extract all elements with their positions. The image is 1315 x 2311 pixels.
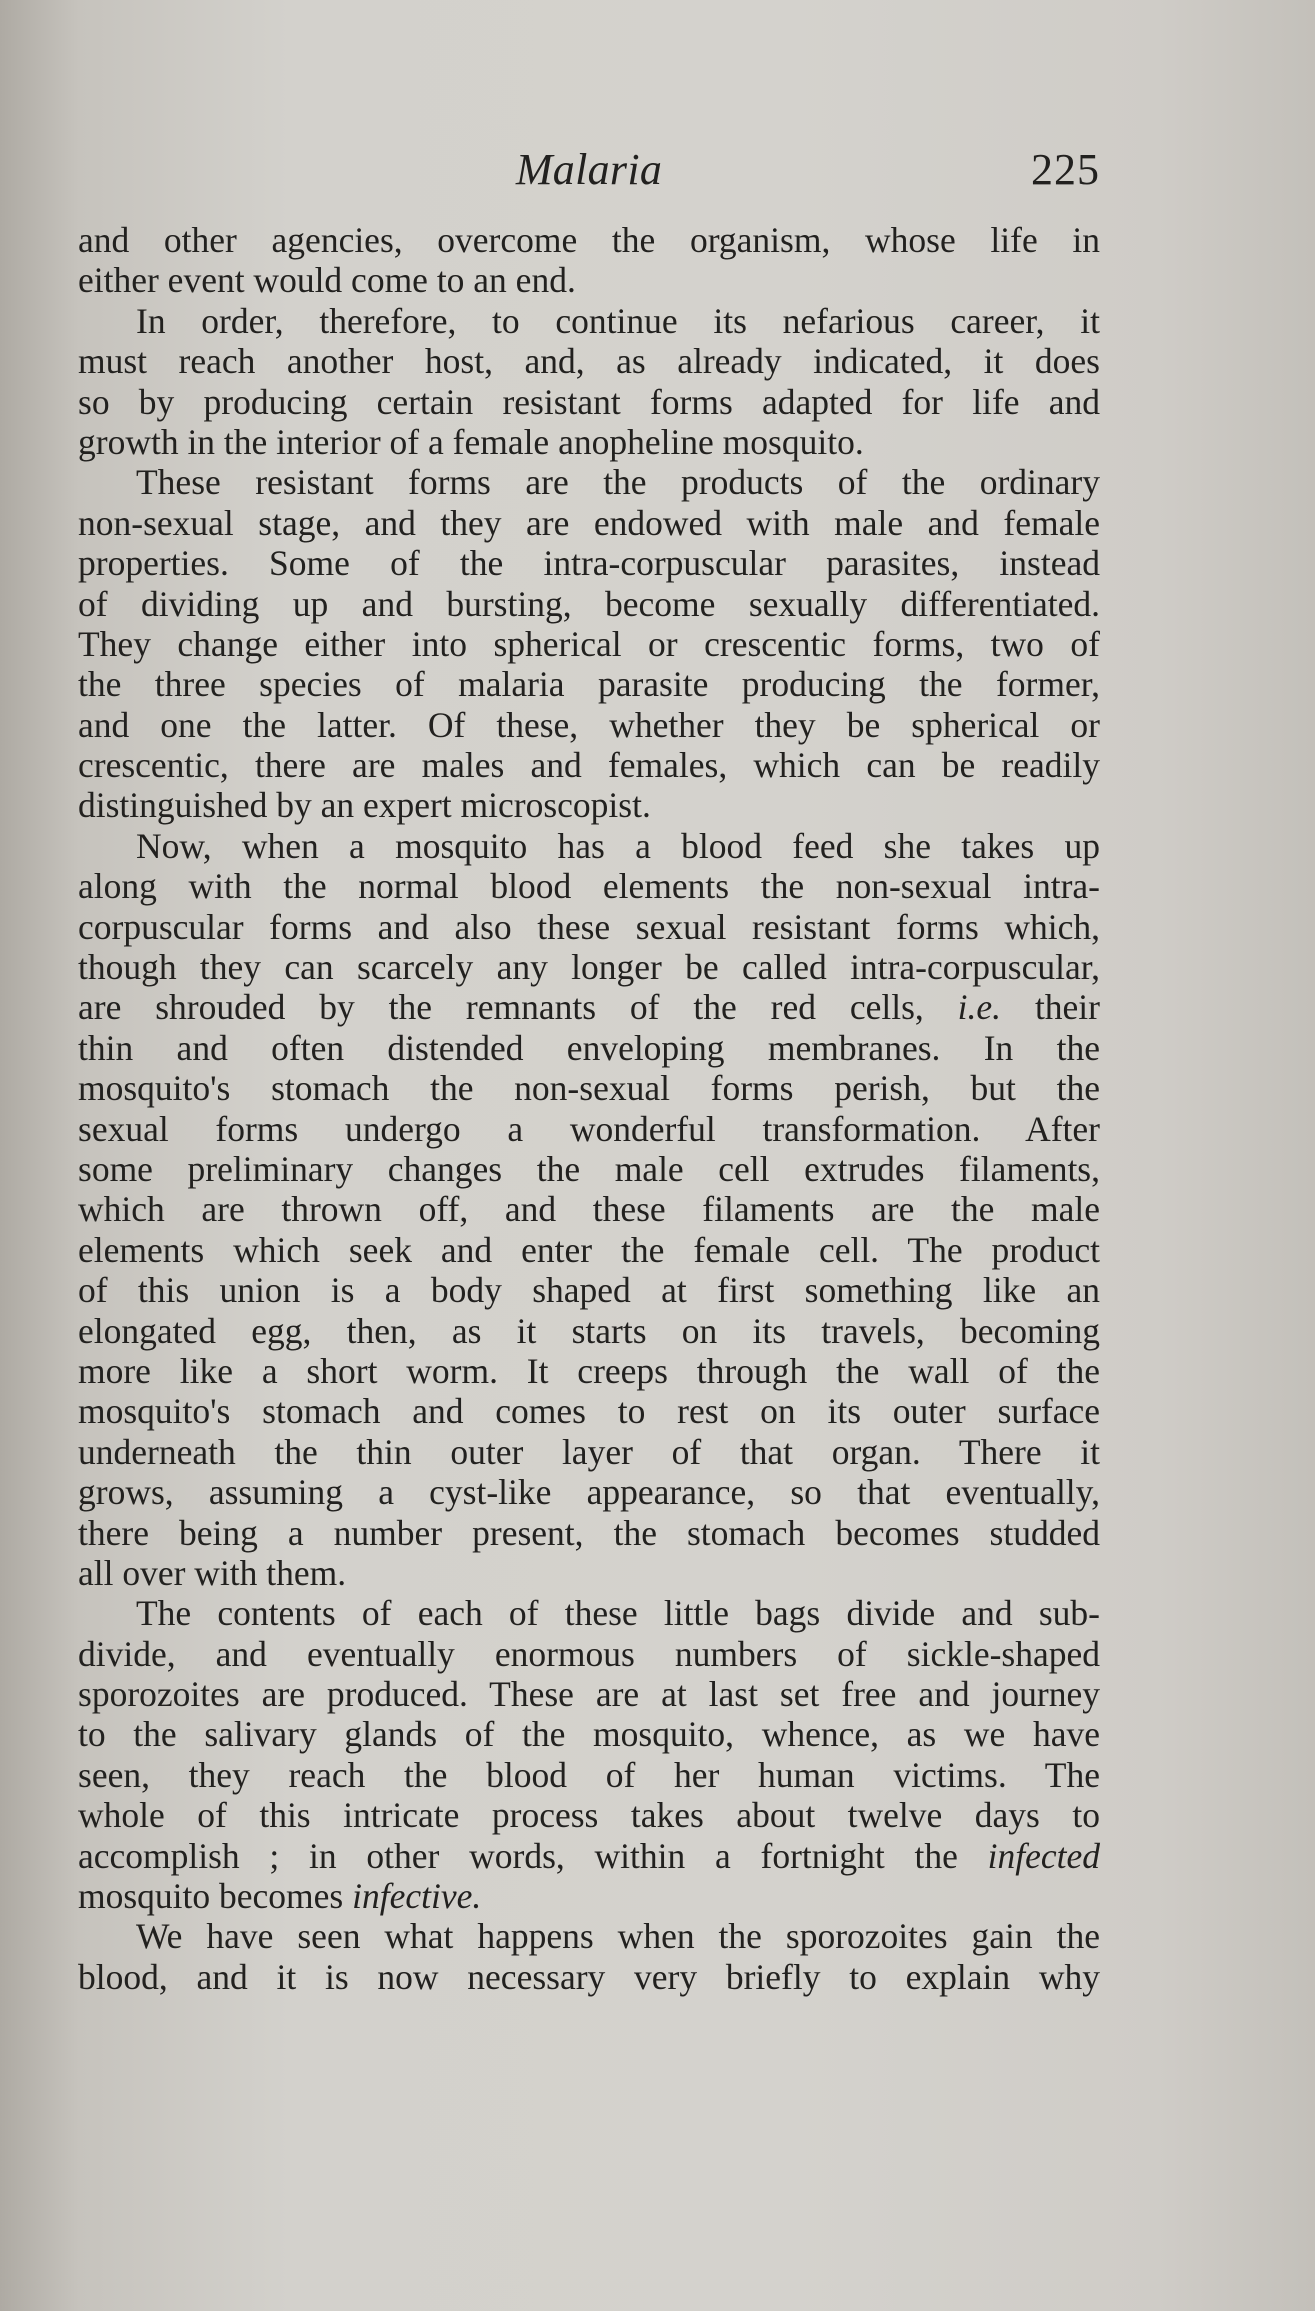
text-line: whole of this intricate process takes about twelve days to: [78, 1795, 1100, 1836]
text-line: thin and often distended enveloping membranes. In the: [78, 1027, 1100, 1068]
text-line: and one the latter. Of these, whether they be spherical or: [78, 704, 1100, 745]
text-line: properties. Some of the intra-corpuscular parasites, instead: [78, 543, 1100, 584]
text-line: Now, when a mosquito has a blood feed she takes up: [136, 825, 1100, 866]
text-line: They change either into spherical or crescentic forms, two of: [78, 623, 1100, 664]
text-line: more like a short worm. It creeps through the wall of the: [78, 1350, 1100, 1391]
text-line: of dividing up and bursting, become sexually differentiated.: [78, 583, 1100, 624]
text-line: mosquito's stomach and comes to rest on its outer surface: [78, 1391, 1100, 1432]
text-line: to the salivary glands of the mosquito, whence, as we have: [78, 1714, 1100, 1755]
text-line: elements which seek and enter the female cell. The product: [78, 1229, 1100, 1270]
text-line: growth in the interior of a female anopheline mosquito.: [78, 421, 864, 462]
text-line: distinguished by an expert microscopist.: [78, 785, 651, 826]
text-line: underneath the thin outer layer of that organ. There it: [78, 1431, 1100, 1472]
text-run: their: [1034, 987, 1100, 1028]
text-line: all over with them.: [78, 1552, 347, 1593]
text-line: though they can scarcely any longer be called intra-corpuscular,: [78, 947, 1100, 988]
page-header: [78, 140, 1100, 200]
text-line: and other agencies, overcome the organism, whose life in: [78, 220, 1100, 260]
text-run: are shrouded by the remnants of the red cells,: [78, 987, 924, 1028]
text-line: there being a number present, the stomach becomes studded: [78, 1512, 1100, 1553]
running-title: Malaria: [515, 145, 663, 194]
text-line: [78, 1836, 1100, 1876]
text-line: along with the normal blood elements the non-sexual intra-: [78, 866, 1100, 907]
text-run: accomplish ; in other words, within a fortnight the: [78, 1835, 958, 1876]
text-line: must reach another host, and, as already indicated, it does: [78, 341, 1100, 382]
text-line: some preliminary changes the male cell extrudes filaments,: [78, 1148, 1100, 1189]
text-line: grows, assuming a cyst-like appearance, so that eventually,: [78, 1472, 1100, 1513]
text-line: non-sexual stage, and they are endowed with male and female: [78, 502, 1100, 543]
text-line: divide, and eventually enormous numbers of sickle-shaped: [78, 1633, 1100, 1674]
text-run: mosquito becomes: [78, 1876, 344, 1917]
italic-word: infected: [987, 1835, 1101, 1876]
text-line: We have seen what happens when the sporozoites gain the: [136, 1916, 1100, 1957]
text-line: In order, therefore, to continue its nefarious career, it: [136, 300, 1100, 341]
text-line: which are thrown off, and these filaments are the male: [78, 1189, 1100, 1230]
text-line: corpuscular forms and also these sexual resistant forms which,: [78, 906, 1100, 947]
text-line: sexual forms undergo a wonderful transformation. After: [78, 1108, 1100, 1149]
text-line: elongated egg, then, as it starts on its travels, becoming: [78, 1310, 1100, 1351]
text-line: These resistant forms are the products of the ordinary: [136, 462, 1100, 503]
text-line: either event would come to an end.: [78, 260, 576, 301]
italic-abbreviation: i.e.: [957, 987, 1002, 1028]
text-line: so by producing certain resistant forms adapted for life and: [78, 381, 1100, 422]
italic-word: infective.: [352, 1876, 482, 1917]
text-line: mosquito's stomach the non-sexual forms perish, but the: [78, 1068, 1100, 1109]
text-line: The contents of each of these little bags divide and sub-: [136, 1593, 1100, 1634]
text-line: blood, and it is now necessary very briefly to explain why: [78, 1956, 1100, 1997]
text-line: crescentic, there are males and females, which can be readily: [78, 745, 1100, 786]
page-number: 225: [1031, 145, 1100, 194]
text-line: of this union is a body shaped at first something like an: [78, 1270, 1100, 1311]
text-line: seen, they reach the blood of her human victims. The: [78, 1754, 1100, 1795]
text-line: [78, 1876, 1100, 1916]
text-line: [78, 987, 1100, 1027]
text-line: sporozoites are produced. These are at last set free and journey: [78, 1674, 1100, 1715]
body-text: [78, 220, 1100, 1997]
text-line: the three species of malaria parasite producing the former,: [78, 664, 1100, 705]
